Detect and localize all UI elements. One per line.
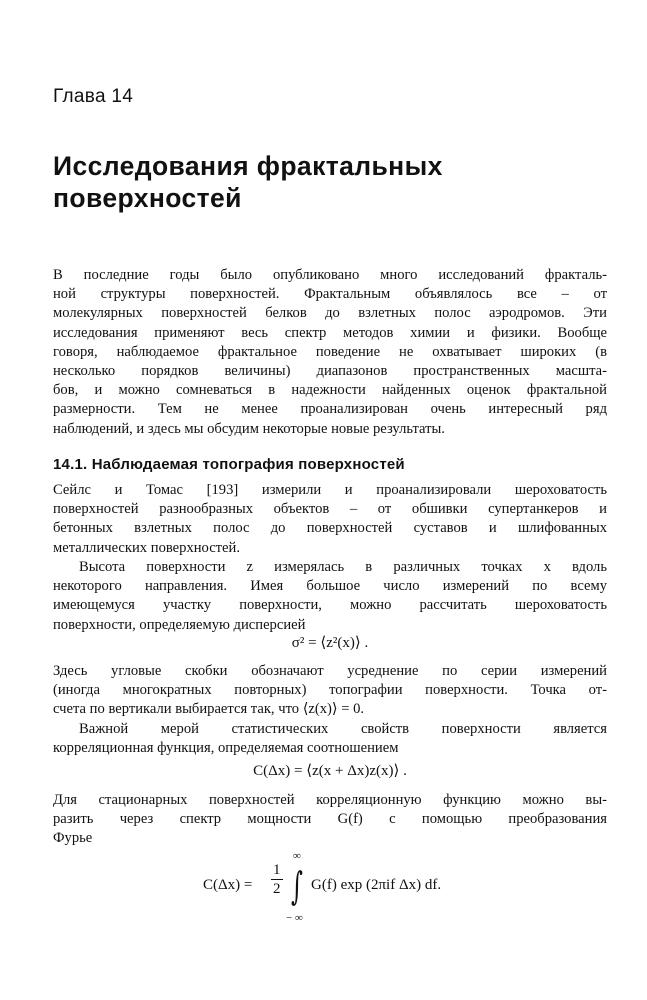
text-line: имеющемуся участку поверхности, можно рассчитать шероховатость <box>53 597 607 614</box>
chapter-title-line: Исследования фрактальных <box>53 151 443 181</box>
eq-fraction-denominator: 2 <box>273 881 281 897</box>
eq-integrand: G(f) exp (2πif Δx) df. <box>311 877 442 893</box>
text-line: поверхностей разнообразных объектов – от обшивки супертанкеров и <box>53 501 607 518</box>
text-line: некоторого направления. Имея большое число измерений по всему <box>53 578 607 595</box>
text-line: размерности. Тем не менее проанализирован очень интересный ряд <box>53 401 607 418</box>
chapter-label: Глава 14 <box>53 86 134 107</box>
paragraph-2 <box>53 558 607 635</box>
text-line: ной структуры поверхностей. Фрактальным объявлялось все – от <box>53 286 607 303</box>
text-line: несколько порядков величины) диапазонов пространственных масшта- <box>53 362 607 379</box>
text-line: (иногда многократных повторных) топографии поверхности. Точка от- <box>53 682 607 699</box>
text-line: наблюдений, и здесь мы обсудим некоторые новые результаты. <box>53 420 445 437</box>
text-line: счета по вертикали выбирается так, что ⟨z(x)⟩ = 0. <box>53 701 365 718</box>
chapter-title-line: поверхностей <box>53 183 242 213</box>
text-line: Здесь угловые скобки обозначают усреднение по серии измерений <box>53 663 607 679</box>
paragraph-1 <box>53 481 607 558</box>
equation-correlation: C(Δx) = ⟨z(x + Δx)z(x)⟩ . <box>253 763 407 779</box>
text-line: В последние годы было опубликовано много исследований фракталь- <box>53 267 607 283</box>
text-line: металлических поверхностей. <box>53 539 240 556</box>
equation-fourier <box>203 850 523 930</box>
text-line: Сейлс и Томас [193] измерили и проанализировали шероховатость <box>53 482 607 498</box>
text-line: корреляционная функция, определяемая соотношением <box>53 740 399 757</box>
paragraph-4 <box>53 720 607 758</box>
text-line: бетонных взлетных полос до поверхностей суставов и шлифованных <box>53 520 607 537</box>
text-line: Фурье <box>53 830 93 847</box>
text-line: разить через спектр мощности G(f) с помощью преобразования <box>53 811 607 828</box>
integral-upper-limit: ∞ <box>293 850 301 862</box>
integral-sign: ∫ <box>290 864 303 908</box>
integral-lower-limit: − ∞ <box>286 912 303 924</box>
paragraph-3 <box>53 662 607 720</box>
text-line: молекулярных поверхностей белков до взлетных полос аэродромов. Эти <box>53 305 607 322</box>
eq-fraction-numerator: 1 <box>273 862 281 878</box>
intro-paragraph <box>53 266 607 439</box>
chapter-title <box>53 150 607 214</box>
text-line: бов, и можно сомневаться в надежности найденных оценок фрактальной <box>53 382 607 399</box>
paragraph-5 <box>53 791 607 849</box>
equation-variance: σ² = ⟨z²(x)⟩ . <box>291 635 369 651</box>
eq-fraction <box>271 861 283 898</box>
text-line: исследования применяют весь спектр методов химии и физики. Вообще <box>53 324 607 341</box>
eq-lhs: C(Δx) = <box>203 877 253 893</box>
text-line: Важной мерой статистических свойств поверхности является <box>79 721 607 737</box>
section-heading: 14.1. Наблюдаемая топография поверхностей <box>53 456 405 473</box>
text-line: Высота поверхности z измерялась в различных точках x вдоль <box>79 559 607 575</box>
text-line: говоря, наблюдаемое фрактальное поведение не охватывает широких (в <box>53 343 607 360</box>
text-line: Для стационарных поверхностей корреляционную функцию можно вы- <box>53 792 607 808</box>
text-line: поверхности, определяемую дисперсией <box>53 616 306 633</box>
